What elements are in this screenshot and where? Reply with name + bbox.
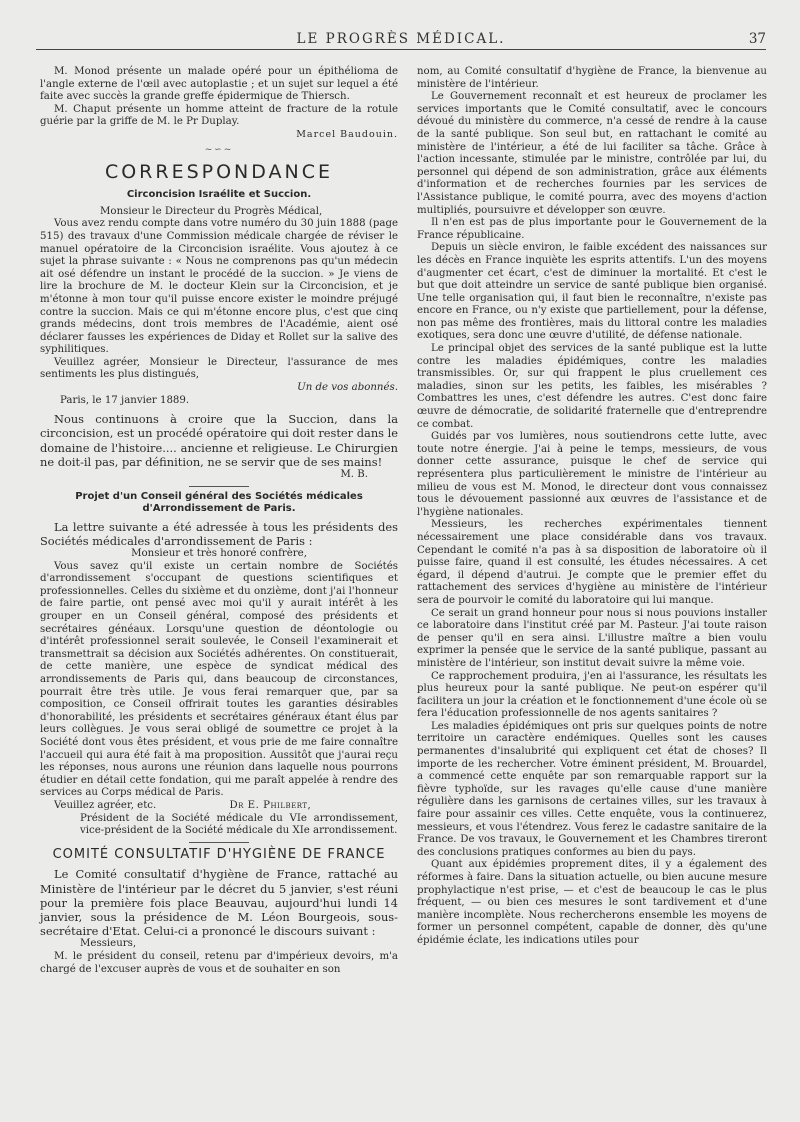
page-number: 37 — [748, 31, 766, 47]
speech-paragraph: Il n'en est pas de plus importante pour le Gouvernement de la France républicaine. — [417, 217, 767, 241]
speech-paragraph: Le Gouvernement reconnaît et est heureux de proclamer les services importants que le Comité consultatif, avec le concours dévoué du ministère du commerce, n'a cessé de rendre à la cause de la santé publique. Son seul but, en rattachant le comité au ministère de l'intérieur, a été de lui faciliter sa tâche. Grâce à l'action incessante, stimulée par le ministre, contrôlée par lui, du personnel qui dépend de son administration, grâce aux éléments d'information et de recherches fournies par les services de l'Assistance publique, le comité pourra, avec des moyens d'action multipliés, poursuivre et développer son œuvre. — [417, 91, 767, 216]
running-header — [36, 31, 766, 50]
projet-body: Vous savez qu'il existe un certain nombre de Sociétés d'arrondissement s'occupant de questions scientifiques et professionnelles. Celles du sixième et du onzième, dont j'ai l'honneur de faire partie, ont pensé avec moi qu'il y aurait intérêt à les grouper en un Conseil général, composé des présidents et secrétaires généaux. Lorsqu'une question de déontologie ou d'intérêt professionnel serait soulevée, le Conseil l'examinerait et transmettrait sa décision aux Sociétés adhérentes. On constituerait, de cette manière, une espèce de syndicat médical des arrondissements de Paris qui, dans beaucoup de circonstances, pourrait être très utile. Je vous ferai remarquer que, par sa composition, ce Conseil offrirait toutes les garanties désirables d'honorabilité, les présidents et secrétaires généraux étant élus par leurs collègues. Je vous serai obligé de soumettre ce projet à la Société dont vous êtes président, et vous prie de me faire connaître l'accueil qui aura été fait à ma proposition. Aussitôt que j'aurai reçu les réponses, nous aurons une réunion dans laquelle nous pourrons étudier en détail cette fondation, qui me paraît appelée à rendre des services au Corps médical de Paris. — [40, 560, 398, 799]
letter-salutation: Monsieur le Directeur du Progrès Médical, — [100, 205, 323, 217]
projet-signer: Dr E. Philbert, — [229, 799, 312, 811]
speech-paragraph: Guidés par vos lumières, nous soutiendrons cette lutte, avec toute notre énergie. J'ai à peine le temps, messieurs, de vous donner cette assurance, puisque le chef de service qui représentera plus particulièrement le ministre de l'intérieur au milieu de vous est M. Monod, le directeur dont vous connaissez tous le dévouement passionné aux œuvres de l'assistance et de l'hygiène nationales. — [417, 431, 767, 518]
journal-title: LE PROGRÈS MÉDICAL. — [296, 31, 506, 47]
speech-paragraph: Messieurs, les recherches expérimentales tiennent nécessairement une place considérable dans vos travaux. Cependant le comité n'a pas à sa disposition de laboratoire où il puisse faire, quand il est consulté, les études nécessaires. A cet égard, il dépend d'autrui. Je compte que le premier effet du rattachement des services d'hygiène au ministère de l'intérieur sera de pourvoir le comité du laboratoire qui lui manque. — [417, 519, 767, 606]
intro-paragraph: M. Monod présente un malade opéré pour un épithélioma de l'angle externe de l'œil avec autoplastie ; et un sujet sur lequel a été faite avec succès la grande greffe épidermique de Thiersch. — [40, 66, 398, 103]
editor-reply: Nous continuons à croire que la Succion, dans la circoncision, est un procédé opératoire qui doit rester dans le domaine de l'histoire.... ancienne et religieuse. Le Chirurgien ne doit-il pas, par définition, ne se servir que de ses mains! — [40, 412, 399, 469]
section-heading-comite: COMITÉ CONSULTATIF D'HYGIÈNE DE FRANCE — [52, 846, 386, 862]
comite-intro: Le Comité consultatif d'hygiène de France, rattaché au Ministère de l'intérieur par le décret du 5 janvier, s'est réuni pour la première fois place Beauvau, aujourd'hui lundi 14 janvier, sous la présidence de M. Léon Bourgeois, sous-secrétaire d'Etat. Celui-ci a prononcé le discours suivant : — [40, 867, 398, 939]
projet-signer-title: Président de la Société médicale du VIe arrondissement, vice-président de la Société médicale du XIe arrondissement. — [80, 812, 398, 837]
projet-closing-text: Veuillez agréer, etc. — [54, 799, 157, 811]
speech-paragraph: Les maladies épidémiques ont pris sur quelques points de notre territoire un caractère endémiques. Quelles sont les causes permanentes d'insalubrité qui expliquent cet état de choses? Il importe de les rechercher. Votre éminent président, M. Brouardel, a commencé cette enquête par son remarquable rapport sur la fièvre typhoïde, sur les ravages qu'elle cause d'une manière régulière dans les garnisons de certaines villes, sur les travaux à faire pour assainir ces villes. Cette enquête, vous la continuerez, messieurs, et vous l'étendrez. Vous ferez le cadastre sanitaire de la France. De vos travaux, le Gouvernement et les Chambres tireront des conclusions pratiques conformes au bien du pays. — [417, 720, 767, 858]
projet-salutation: Monsieur et très honoré confrère, — [131, 548, 307, 560]
letter-closing: Veuillez agréer, Monsieur le Directeur, l'assurance de mes sentiments les plus distingués, — [40, 356, 398, 381]
letter-signed — [40, 382, 398, 395]
article-title-circoncision: Circoncision Israélite et Succion. — [126, 188, 312, 200]
projet-closing — [40, 800, 398, 813]
article-title-projet: Projet d'un Conseil général des Sociétés médicales d'Arrondissement de Paris. — [75, 490, 363, 514]
speech-paragraph: Ce serait un grand honneur pour nous si nous pouvions installer ce laboratoire dans l'institut créé par M. Pasteur. J'ai toute raison de penser qu'il en sera ainsi. L'illustre maître a bien voulu exprimer la pensée que le service de la santé publique, passant au ministère de l'intérieur, son institut devait suivre la même voie. — [417, 607, 767, 669]
letter-date: Paris, le 17 janvier 1889. — [60, 394, 190, 406]
comite-salutation: Messieurs, — [80, 938, 137, 950]
speech-paragraph: Le principal objet des services de la santé publique est la lutte contre les maladies épidémiques, contre les maladies transmissibles. Or, sur qui frappent le plus cruellement ces maladies, sinon sur les petits, les faibles, les misérables ? Combattres les unes, c'est défendre les autres. C'est donc faire œuvre de démocratie, de solidarité fraternelle que d'entreprendre ce combat. — [417, 343, 767, 430]
speech-paragraph: nom, au Comité consultatif d'hygiène de France, la bienvenue au ministère de l'intérieur. — [417, 66, 767, 90]
divider-rule — [189, 486, 249, 487]
left-column — [40, 66, 398, 976]
letter-signer: Un de vos abonnés. — [297, 382, 398, 394]
letter-body: Vous avez rendu compte dans votre numéro du 30 juin 1888 (page 515) des travaux d'une Commission médicale chargée de réviser le manuel opératoire de la Circoncision israélite. Vous ajoutez à ce sujet la phrase suivante : « Nous ne comprenons pas qu'un médecin ait osé défendre un instant le procédé de la succion. » Je viens de lire la brochure de M. le docteur Klein sur la Circoncision, et je m'étonne à mon tour qu'il puisse encore exister le moindre préjugé contre la succion. Mais ce qui m'étonne encore plus, c'est que cinq grands médecins, dont trois membres de l'Académie, aient osé déclarer fausses les expériences de Diday et Rollet sur la salive des syphilitiques. — [40, 218, 398, 356]
intro-paragraph: M. Chaput présente un homme atteint de fracture de la rotule guérie par la griffe de M. le Pr Duplay. — [40, 103, 398, 128]
editor-signature: M. B. — [340, 469, 368, 481]
right-column — [417, 66, 767, 948]
divider-rule — [189, 842, 249, 843]
ornament-divider: ~∽~ — [204, 144, 234, 155]
section-heading-correspondance: CORRESPONDANCE — [104, 161, 334, 184]
comite-speech-start: M. le président du conseil, retenu par d'impérieux devoirs, m'a chargé de l'excuser auprès de vous et de souhaiter en son — [40, 950, 398, 975]
speech-paragraph: Depuis un siècle environ, le faible excédent des naissances sur les décès en France inquiète les esprits attentifs. L'un des moyens d'augmenter cet écart, c'est de diminuer la mortalité. Et c'est le but que doit atteindre un service de santé publique bien organisé. Une telle organisation qui, il faut bien le reconnaître, n'existe pas encore en France, ou n'y existe que partiellement, pour la défense, non pas même des frontières, mais du littoral contre les maladies exotiques, sera donc une œuvre d'utilité, de défense nationale. — [417, 242, 767, 342]
speech-paragraph: Ce rapprochement produira, j'en ai l'assurance, les résultats les plus heureux pour la santé publique. Ne peut-on espérer qu'il facilitera un jour la création et le fonctionnement d'une école où se fera l'éducation professionnelle de nos agents sanitaires ? — [417, 670, 767, 720]
intro-signature: Marcel Baudouin. — [296, 128, 398, 140]
speech-paragraph: Quant aux épidémies proprement dites, il y a également des réformes à faire. Dans la situation actuelle, ou bien aucune mesure prophylactique n'est prise, — et c'est de beaucoup le cas le plus fréquent, — ou bien ces mesures le sont tardivement et d'une manière incomplète. Nous rechercherons ensemble les moyens de former un personnel compétent, capable de donner, dès qu'une épidémie éclate, les indications utiles pour — [417, 859, 767, 946]
projet-intro: La lettre suivante a été adressée à tous les présidents des Sociétés médicales d'arrondissement de Paris : — [40, 519, 398, 548]
